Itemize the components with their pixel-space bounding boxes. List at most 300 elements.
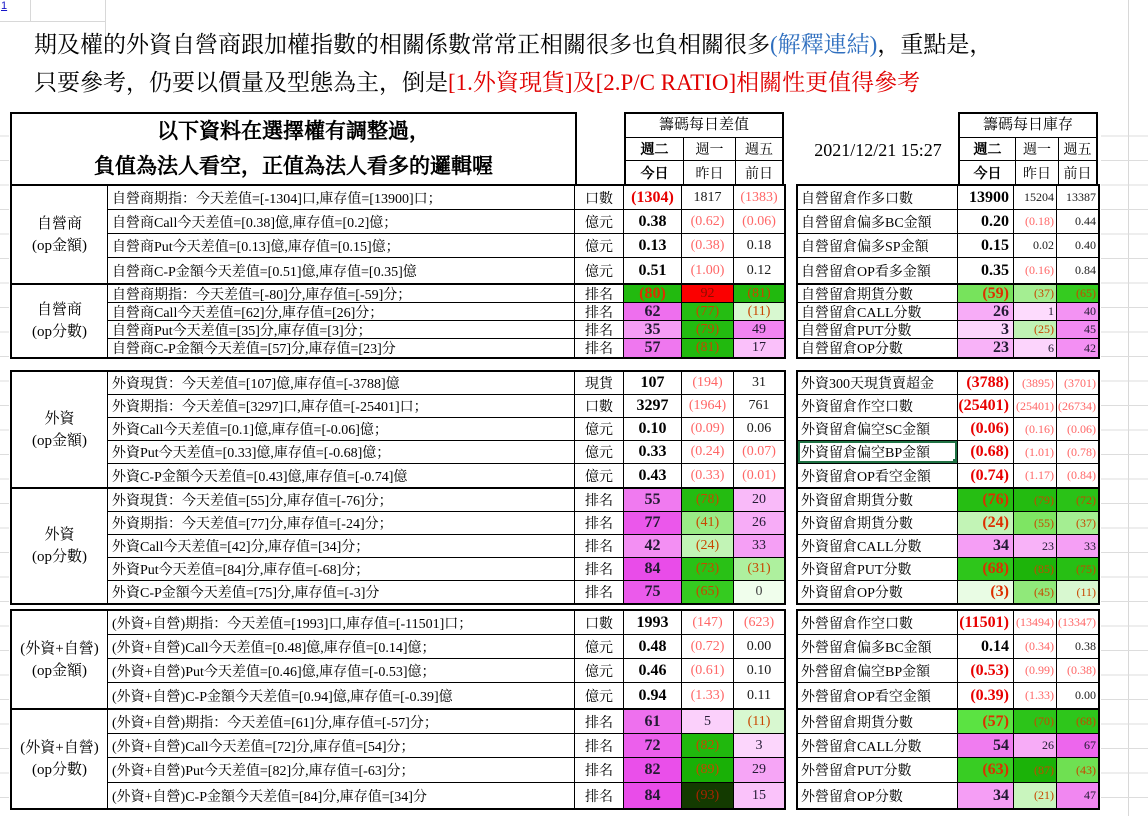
cell-value-today[interactable]: (80) — [624, 285, 682, 303]
cell-inv-yesterday[interactable]: (1.01) — [1014, 441, 1057, 464]
cell-row-label[interactable]: 外資留倉CALL分數 — [798, 535, 958, 558]
cell-inv-yesterday[interactable]: 23 — [1014, 535, 1057, 558]
cell-value-yesterday[interactable]: (81) — [682, 339, 734, 357]
inv-col-week-yesterday[interactable]: 週一 — [1016, 138, 1059, 161]
cell-value-today[interactable]: 0.13 — [624, 234, 682, 258]
cell-inv-daybefore[interactable]: (0.06) — [1057, 418, 1098, 441]
cell-unit[interactable]: 排名 — [575, 489, 624, 512]
cell-value-yesterday[interactable]: (93) — [682, 783, 734, 808]
cell-unit[interactable]: 億元 — [575, 418, 624, 441]
cell-value-today[interactable]: 82 — [624, 758, 682, 783]
cell-unit[interactable]: 排名 — [575, 303, 624, 321]
cell-inv-yesterday[interactable]: (25401) — [1014, 395, 1057, 418]
cell-row-label[interactable]: 外營留倉偏空BP金額 — [798, 659, 958, 683]
table-row — [798, 285, 1098, 303]
table-row — [798, 558, 1098, 581]
cell-value-daybefore[interactable]: 17 — [734, 339, 784, 357]
cell-inv-today[interactable]: 54 — [958, 734, 1014, 758]
grid-margin-right — [1101, 112, 1148, 812]
cell-value-daybefore[interactable]: 761 — [734, 395, 784, 418]
cell-row-label[interactable]: 外資留倉期貨分數 — [798, 512, 958, 535]
cell-description[interactable]: 自營商Put今天差值=[0.13]億,庫存值=[0.15]億； — [108, 234, 575, 258]
cell-value-today[interactable]: 0.46 — [624, 659, 682, 683]
cell-inv-yesterday[interactable]: 1 — [1014, 303, 1057, 321]
cell-description[interactable]: (外資+自營)Put今天差值=[82]分,庫存值=[-63]分； — [108, 758, 575, 783]
table-row — [798, 683, 1098, 708]
cell-value-today[interactable]: 84 — [624, 783, 682, 808]
cell-description[interactable]: (外資+自營)Call今天差值=[0.48]億,庫存值=[0.14]億； — [108, 635, 575, 659]
cell-value-daybefore[interactable]: 31 — [734, 372, 784, 395]
cell-value-today[interactable]: 42 — [624, 535, 682, 558]
cell-inv-daybefore[interactable]: (72) — [1057, 489, 1098, 512]
cell-inv-daybefore[interactable]: (0.84) — [1067, 468, 1096, 482]
cell-row-label[interactable]: 外資留倉OP看空金額 — [798, 464, 958, 487]
diff-col-week-yesterday[interactable]: 週一 — [684, 138, 736, 161]
cell-inv-today[interactable]: 3 — [958, 321, 1014, 339]
table-row — [108, 710, 784, 734]
cell-description[interactable]: 外資Put今天差值=[0.33]億,庫存值=[-0.68]億； — [108, 441, 575, 464]
cell-value-daybefore[interactable]: 15 — [734, 783, 784, 808]
cell-unit[interactable]: 排名 — [575, 512, 624, 535]
cell-value-today[interactable]: 3297 — [624, 395, 682, 418]
cell-unit[interactable]: 億元 — [575, 659, 624, 683]
cell-inv-yesterday[interactable]: 6 — [1014, 339, 1057, 357]
cell-inv-daybefore[interactable]: (11) — [1057, 581, 1098, 603]
cell-description[interactable]: 自營商Call今天差值=[0.38]億,庫存值=[0.2]億； — [108, 210, 575, 234]
cell-inv-daybefore[interactable]: (37) — [1057, 512, 1098, 535]
cell-description[interactable]: 自營商C-P金額今天差值=[57]分,庫存值=[23]分 — [108, 339, 575, 357]
cell-value-yesterday[interactable]: (0.61) — [682, 659, 734, 683]
cell-description[interactable]: 外資Put今天差值=[84]分,庫存值=[-68]分； — [108, 558, 575, 581]
cell-unit[interactable]: 排名 — [575, 734, 624, 758]
grid-margin-left — [0, 112, 9, 812]
gridline — [0, 21, 106, 22]
cell-inv-daybefore[interactable]: (3701) — [1057, 372, 1098, 395]
cell-value-daybefore[interactable]: (11) — [734, 710, 784, 734]
timestamp[interactable]: 2021/12/21 15:27 — [814, 140, 942, 160]
cell-inv-daybefore[interactable]: (26734) — [1057, 395, 1098, 418]
intro-line1-text: 期及權的外資自營商跟加權指數的相關係數常常正相關很多也負相關很多 — [34, 32, 770, 57]
table-row — [108, 734, 784, 758]
cell-inv-daybefore[interactable]: 0.44 — [1057, 210, 1098, 234]
table-row — [798, 758, 1098, 783]
cell-value-daybefore[interactable]: (1383) — [734, 186, 784, 210]
cell-inv-today[interactable]: 23 — [958, 339, 1014, 357]
cell-value-yesterday[interactable]: 5 — [682, 710, 734, 734]
cell-value-today[interactable]: 61 — [624, 710, 682, 734]
block-left — [10, 184, 786, 285]
cell-inv-today[interactable]: (59) — [958, 285, 1014, 303]
cell-row-label[interactable]: 外資留倉偏空SC金額 — [798, 418, 958, 441]
group-label[interactable]: 外資 (op金額) — [12, 372, 108, 487]
cell-value-yesterday[interactable]: 92 — [682, 285, 734, 303]
cell-value-yesterday[interactable]: (0.24) — [682, 441, 734, 464]
table-row — [108, 186, 784, 210]
group-label[interactable]: (外資+自營) (op分數) — [12, 710, 108, 808]
cell-inv-daybefore[interactable]: (75) — [1057, 558, 1098, 581]
table-row — [798, 611, 1098, 635]
table-row — [798, 321, 1098, 339]
cell-unit[interactable]: 排名 — [575, 535, 624, 558]
cell-value-daybefore[interactable]: (81) — [734, 285, 784, 303]
cell-unit[interactable]: 口數 — [575, 611, 624, 635]
cell-inv-daybefore[interactable]: 0.84 — [1075, 263, 1096, 277]
inv-col-day-yesterday[interactable]: 昨日 — [1016, 161, 1059, 184]
cell-inv-daybefore[interactable]: (65) — [1057, 285, 1098, 303]
cell-row-label[interactable]: 自營留倉PUT分數 — [798, 321, 958, 339]
cell-value-today[interactable]: 0.10 — [624, 418, 682, 441]
cell-value-yesterday[interactable]: (0.09) — [682, 418, 734, 441]
table-row — [798, 710, 1098, 734]
group-label[interactable]: (外資+自營) (op金額) — [12, 611, 108, 708]
cell-inv-daybefore[interactable]: (13347) — [1057, 611, 1098, 635]
cell-description[interactable]: (外資+自營)期指：今天差值=[61]分,庫存值=[-57]分； — [108, 710, 575, 734]
cell-inv-daybefore[interactable]: (0.38) — [1057, 659, 1098, 683]
cell-row-label[interactable]: 外營留倉期貨分數 — [798, 710, 958, 734]
cell-value-today[interactable]: 0.33 — [624, 441, 682, 464]
cell-value-yesterday[interactable]: (0.62) — [682, 210, 734, 234]
group-label[interactable]: 外資 (op分數) — [12, 489, 108, 603]
table-row — [798, 186, 1098, 210]
cell-inv-yesterday[interactable]: 0.02 — [1014, 234, 1057, 258]
inv-col-week-daybefore[interactable]: 週五 — [1059, 138, 1096, 161]
cell-value-today[interactable]: 35 — [624, 321, 682, 339]
cell-inv-yesterday[interactable]: (0.16) — [1014, 258, 1057, 283]
cell-inv-yesterday[interactable]: (87) — [1014, 758, 1057, 783]
cell-value-yesterday[interactable]: (78) — [682, 489, 734, 512]
cell-value-daybefore[interactable]: 0.00 — [734, 635, 784, 659]
cell-unit[interactable]: 億元 — [575, 464, 624, 487]
cell-value-daybefore[interactable]: 20 — [734, 489, 784, 512]
cell-value-today[interactable]: 75 — [624, 581, 682, 603]
cell-inv-today[interactable]: 13900 — [958, 186, 1014, 210]
cell-inv-daybefore[interactable]: 47 — [1057, 783, 1098, 808]
cell-value-today[interactable]: 0.38 — [624, 210, 682, 234]
cell-value-daybefore[interactable]: 0.12 — [746, 262, 772, 278]
cell-row-label[interactable]: 外營留倉OP看空金額 — [798, 683, 958, 708]
inv-col-week-today[interactable]: 週二 — [960, 138, 1016, 161]
cell-inv-today[interactable]: (25401) — [958, 395, 1014, 418]
cell-row-label[interactable]: 外資留倉作空口數 — [798, 395, 958, 418]
table-row — [108, 258, 784, 283]
cell-inv-yesterday[interactable]: (0.99) — [1014, 659, 1057, 683]
cell-inv-today[interactable]: 34 — [958, 535, 1014, 558]
cell-unit[interactable]: 排名 — [575, 285, 624, 303]
cell-unit[interactable]: 億元 — [575, 210, 624, 234]
cell-value-daybefore[interactable]: 0.06 — [734, 418, 784, 441]
table-row — [108, 783, 784, 808]
cell-value-daybefore[interactable]: 29 — [734, 758, 784, 783]
table-row — [798, 339, 1098, 357]
cell-description[interactable]: 外資現貨：今天差值=[107]億,庫存值=[-3788]億 — [108, 372, 575, 395]
cell-row-label[interactable]: 自營留倉作多口數 — [798, 186, 958, 210]
cell-description[interactable]: (外資+自營)C-P金額今天差值=[0.94]億,庫存值=[-0.39]億 — [108, 683, 575, 708]
cell-value-daybefore[interactable]: (0.01) — [742, 467, 776, 483]
cell-unit[interactable]: 排名 — [575, 581, 624, 603]
table-row — [798, 581, 1098, 603]
cell-row-label[interactable]: 自營留倉偏多SP金額 — [798, 234, 958, 258]
cell-value-yesterday[interactable]: (0.33) — [682, 464, 734, 487]
cell-inv-daybefore[interactable]: 0.40 — [1057, 234, 1098, 258]
cell-inv-today[interactable]: (0.53) — [958, 659, 1014, 683]
cell-value-yesterday[interactable]: (65) — [682, 581, 734, 603]
cell-value-yesterday[interactable]: (1.00) — [682, 258, 734, 283]
cell-inv-today[interactable]: 0.35 — [958, 258, 1014, 283]
cell-inv-today[interactable]: (68) — [958, 558, 1014, 581]
cell-row-label-selected[interactable]: 外資留倉偏空BP金額 — [798, 441, 958, 464]
cell-value-daybefore[interactable]: 0 — [734, 581, 784, 603]
cell-value-today[interactable]: 0.48 — [624, 635, 682, 659]
cell-value-today[interactable]: 62 — [624, 303, 682, 321]
cell-inv-yesterday[interactable]: (25) — [1014, 321, 1057, 339]
cell-value-today[interactable]: 72 — [624, 734, 682, 758]
cell-value-yesterday[interactable]: (24) — [682, 535, 734, 558]
cell-value-today[interactable]: 107 — [624, 372, 682, 395]
cell-inv-yesterday[interactable]: (85) — [1014, 558, 1057, 581]
cell-value-daybefore[interactable]: (11) — [734, 303, 784, 321]
gridline — [30, 0, 31, 21]
inv-col-day-daybefore[interactable]: 前日 — [1063, 166, 1092, 182]
cell-value-today[interactable]: (1304) — [624, 186, 682, 210]
table-row — [798, 734, 1098, 758]
daily-inventory-title[interactable]: 籌碼每日庫存 — [960, 114, 1096, 138]
cell-inv-today[interactable]: 0.15 — [958, 234, 1014, 258]
cell-unit[interactable]: 排名 — [575, 558, 624, 581]
intro-text — [34, 26, 992, 102]
cell-inv-daybefore[interactable]: 40 — [1057, 303, 1098, 321]
cell-inv-yesterday[interactable]: (21) — [1014, 783, 1057, 808]
cell-inv-yesterday[interactable]: (1.33) — [1014, 683, 1057, 708]
table-row — [108, 234, 784, 258]
left-table-header[interactable] — [10, 112, 577, 186]
table-row — [798, 441, 1098, 464]
cell-inv-daybefore[interactable]: 33 — [1057, 535, 1098, 558]
cell-value-yesterday[interactable]: (0.72) — [682, 635, 734, 659]
cell-inv-yesterday[interactable]: (45) — [1014, 581, 1057, 603]
cell-value-yesterday[interactable]: (82) — [682, 734, 734, 758]
cell-value-yesterday[interactable]: (79) — [682, 321, 734, 339]
cell-inv-yesterday[interactable]: 26 — [1014, 734, 1057, 758]
diff-col-week-today[interactable]: 週二 — [626, 138, 684, 161]
cell-value-today[interactable]: 0.94 — [624, 683, 682, 708]
corner-cell-link[interactable]: 1 — [1, 0, 8, 12]
cell-row-label[interactable]: 外營留倉作空口數 — [798, 611, 958, 635]
cell-value-yesterday[interactable]: (77) — [682, 303, 734, 321]
cell-inv-today[interactable]: (76) — [958, 489, 1014, 512]
cell-row-label[interactable]: 自營留倉期貨分數 — [798, 285, 958, 303]
cell-inv-daybefore[interactable]: 45 — [1057, 321, 1098, 339]
cell-value-today[interactable]: 84 — [624, 558, 682, 581]
table-row — [108, 758, 784, 783]
inv-col-day-today[interactable]: 今日 — [960, 161, 1016, 184]
cell-inv-yesterday[interactable]: (0.34) — [1014, 635, 1057, 659]
cell-value-yesterday[interactable]: (147) — [682, 611, 734, 635]
cell-unit[interactable]: 排名 — [575, 339, 624, 357]
cell-description[interactable]: 自營商Put今天差值=[35]分,庫存值=[3]分； — [108, 321, 575, 339]
cell-value-today[interactable]: 0.43 — [624, 464, 682, 487]
cell-inv-daybefore[interactable]: 0.00 — [1075, 688, 1096, 702]
cell-inv-today[interactable]: 26 — [958, 303, 1014, 321]
cell-inv-daybefore[interactable]: (68) — [1057, 710, 1098, 734]
cell-row-label[interactable]: 自營留倉OP看多金額 — [798, 258, 958, 283]
block-right — [796, 609, 1100, 710]
table-row — [798, 512, 1098, 535]
cell-inv-today[interactable]: (0.39) — [958, 683, 1014, 708]
cell-unit[interactable]: 億元 — [575, 635, 624, 659]
cell-inv-daybefore[interactable]: 67 — [1057, 734, 1098, 758]
cell-value-yesterday[interactable]: (194) — [682, 372, 734, 395]
cell-value-daybefore[interactable]: 0.11 — [747, 687, 771, 703]
cell-inv-daybefore[interactable]: 0.38 — [1057, 635, 1098, 659]
cell-row-label[interactable]: 自營留倉CALL分數 — [798, 303, 958, 321]
cell-inv-yesterday[interactable]: (37) — [1014, 285, 1057, 303]
cell-inv-today[interactable]: (0.68) — [958, 441, 1014, 464]
cell-inv-yesterday[interactable]: (70) — [1014, 710, 1057, 734]
cell-value-today[interactable]: 55 — [624, 489, 682, 512]
cell-unit[interactable]: 億元 — [575, 258, 624, 283]
cell-description[interactable]: (外資+自營)期指：今天差值=[1993]口,庫存值=[-11501]口； — [108, 611, 575, 635]
cell-value-today[interactable]: 77 — [624, 512, 682, 535]
cell-inv-today[interactable]: (11501) — [958, 611, 1014, 635]
cell-unit[interactable]: 現貨 — [575, 372, 624, 395]
cell-inv-daybefore[interactable]: 13387 — [1057, 186, 1098, 210]
table-row — [798, 464, 1098, 487]
cell-inv-today[interactable]: (3) — [958, 581, 1014, 603]
cell-inv-today[interactable]: (0.74) — [958, 464, 1014, 487]
cell-description[interactable]: 外資C-P金額今天差值=[75]分,庫存值=[-3]分 — [108, 581, 575, 603]
cell-value-daybefore[interactable]: (31) — [734, 558, 784, 581]
cell-row-label[interactable]: 外資留倉期貨分數 — [798, 489, 958, 512]
cell-inv-yesterday[interactable]: 15204 — [1014, 186, 1057, 210]
cell-description[interactable]: (外資+自營)Put今天差值=[0.46]億,庫存值=[-0.53]億； — [108, 659, 575, 683]
table-row — [108, 635, 784, 659]
cell-row-label[interactable]: 自營留倉偏多BC金額 — [798, 210, 958, 234]
cell-description[interactable]: 外資現貨：今天差值=[55]分,庫存值=[-76]分； — [108, 489, 575, 512]
table-row — [798, 418, 1098, 441]
cell-value-yesterday[interactable]: (1964) — [682, 395, 734, 418]
cell-description[interactable]: 外資Call今天差值=[0.1]億,庫存值=[-0.06]億； — [108, 418, 575, 441]
cell-inv-yesterday[interactable]: (0.16) — [1014, 418, 1057, 441]
cell-value-yesterday[interactable]: (89) — [682, 758, 734, 783]
block-right — [796, 285, 1100, 359]
cell-value-daybefore[interactable]: (0.07) — [734, 441, 784, 464]
cell-inv-yesterday[interactable]: (79) — [1014, 489, 1057, 512]
cell-inv-today[interactable]: (63) — [958, 758, 1014, 783]
cell-inv-daybefore[interactable]: 42 — [1057, 339, 1098, 357]
diff-col-day-yesterday[interactable]: 昨日 — [684, 161, 736, 184]
cell-unit[interactable]: 口數 — [575, 395, 624, 418]
cell-value-yesterday[interactable]: (73) — [682, 558, 734, 581]
cell-unit[interactable]: 億元 — [575, 441, 624, 464]
daily-diff-title[interactable]: 籌碼每日差值 — [626, 114, 782, 138]
cell-value-daybefore[interactable]: (623) — [734, 611, 784, 635]
cell-inv-yesterday[interactable]: (3895) — [1014, 372, 1057, 395]
cell-inv-yesterday[interactable]: (0.18) — [1014, 210, 1057, 234]
block-left — [10, 489, 786, 605]
cell-inv-yesterday[interactable]: (13494) — [1014, 611, 1057, 635]
cell-value-yesterday[interactable]: (0.38) — [682, 234, 734, 258]
cell-description[interactable]: 外資Call今天差值=[42]分,庫存值=[34]分； — [108, 535, 575, 558]
cell-value-yesterday[interactable]: 1817 — [682, 186, 734, 210]
group-label[interactable]: 自營商 (op分數) — [12, 285, 108, 357]
cell-description[interactable]: 自營商C-P金額今天差值=[0.51]億,庫存值=[0.35]億 — [108, 258, 575, 283]
diff-col-day-today[interactable]: 今日 — [626, 161, 684, 184]
cell-row-label[interactable]: 外營留倉CALL分數 — [798, 734, 958, 758]
cell-value-today[interactable]: 1993 — [624, 611, 682, 635]
cell-value-yesterday[interactable]: (1.33) — [682, 683, 734, 708]
cell-unit[interactable]: 排名 — [575, 758, 624, 783]
cell-inv-today[interactable]: (0.06) — [958, 418, 1014, 441]
cell-value-daybefore[interactable]: 0.10 — [734, 659, 784, 683]
cell-row-label[interactable]: 自營留倉OP分數 — [798, 339, 958, 357]
cell-row-label[interactable]: 外資留倉OP分數 — [798, 581, 958, 603]
cell-description[interactable]: 自營商期指：今天差值=[-80]分,庫存值=[-59]分； — [108, 285, 575, 303]
intro-line-1 — [34, 26, 992, 64]
table-row — [108, 683, 784, 708]
table-row — [108, 464, 784, 487]
block-left — [10, 609, 786, 710]
cell-row-label[interactable]: 外營留倉偏多BC金額 — [798, 635, 958, 659]
cell-unit[interactable]: 排名 — [575, 783, 624, 808]
cell-value-daybefore[interactable]: 0.18 — [734, 234, 784, 258]
cell-row-label[interactable]: 外營留倉PUT分數 — [798, 758, 958, 783]
table-row — [798, 489, 1098, 512]
block-left — [10, 710, 786, 810]
cell-description[interactable]: 外資期指：今天差值=[3297]口,庫存值=[-25401]口； — [108, 395, 575, 418]
cell-description[interactable]: 自營商Call今天差值=[62]分,庫存值=[26]分； — [108, 303, 575, 321]
cell-value-daybefore[interactable]: 33 — [734, 535, 784, 558]
cell-row-label[interactable]: 外營留倉OP分數 — [798, 783, 958, 808]
table-row — [108, 321, 784, 339]
cell-description[interactable]: 自營商期指：今天差值=[-1304]口,庫存值=[13900]口； — [108, 186, 575, 210]
cell-inv-today[interactable]: (57) — [958, 710, 1014, 734]
cell-description[interactable]: (外資+自營)Call今天差值=[72]分,庫存值=[54]分； — [108, 734, 575, 758]
diff-col-day-daybefore[interactable]: 前日 — [745, 166, 773, 182]
cell-unit[interactable]: 億元 — [575, 683, 624, 708]
table-row — [798, 783, 1098, 808]
cell-row-label[interactable]: 外資300天現貨賣超金 — [798, 372, 958, 395]
cell-value-daybefore[interactable]: (0.06) — [734, 210, 784, 234]
explain-link[interactable]: (解釋連結) — [770, 32, 878, 57]
cell-unit[interactable]: 排名 — [575, 321, 624, 339]
cell-value-yesterday[interactable]: (41) — [682, 512, 734, 535]
cell-unit[interactable]: 排名 — [575, 710, 624, 734]
cell-inv-today[interactable]: 34 — [958, 783, 1014, 808]
cell-value-daybefore[interactable]: 49 — [734, 321, 784, 339]
cell-unit[interactable]: 口數 — [575, 186, 624, 210]
table-row — [108, 303, 784, 321]
cell-value-today[interactable]: 0.51 — [624, 258, 682, 283]
cell-inv-daybefore[interactable]: (43) — [1057, 758, 1098, 783]
cell-description[interactable]: 外資C-P金額今天差值=[0.43]億,庫存值=[-0.74]億 — [108, 464, 575, 487]
cell-value-daybefore[interactable]: 26 — [734, 512, 784, 535]
cell-unit[interactable]: 億元 — [575, 234, 624, 258]
cell-inv-today[interactable]: 0.14 — [958, 635, 1014, 659]
cell-description[interactable]: 外資期指：今天差值=[77]分,庫存值=[-24]分； — [108, 512, 575, 535]
cell-description[interactable]: (外資+自營)C-P金額今天差值=[84]分,庫存值=[34]分 — [108, 783, 575, 808]
cell-inv-today[interactable]: 0.20 — [958, 210, 1014, 234]
cell-inv-yesterday[interactable]: (55) — [1014, 512, 1057, 535]
cell-inv-today[interactable]: (24) — [958, 512, 1014, 535]
diff-col-week-daybefore[interactable]: 週五 — [736, 138, 782, 161]
group-label[interactable]: 自營商 (op金額) — [12, 186, 108, 283]
cell-value-daybefore[interactable]: 3 — [734, 734, 784, 758]
cell-inv-daybefore[interactable]: (0.78) — [1057, 441, 1098, 464]
cell-row-label[interactable]: 外資留倉PUT分數 — [798, 558, 958, 581]
cell-value-today[interactable]: 57 — [624, 339, 682, 357]
cell-inv-yesterday[interactable]: (1.17) — [1014, 464, 1057, 487]
cell-inv-today[interactable]: (3788) — [958, 372, 1014, 395]
